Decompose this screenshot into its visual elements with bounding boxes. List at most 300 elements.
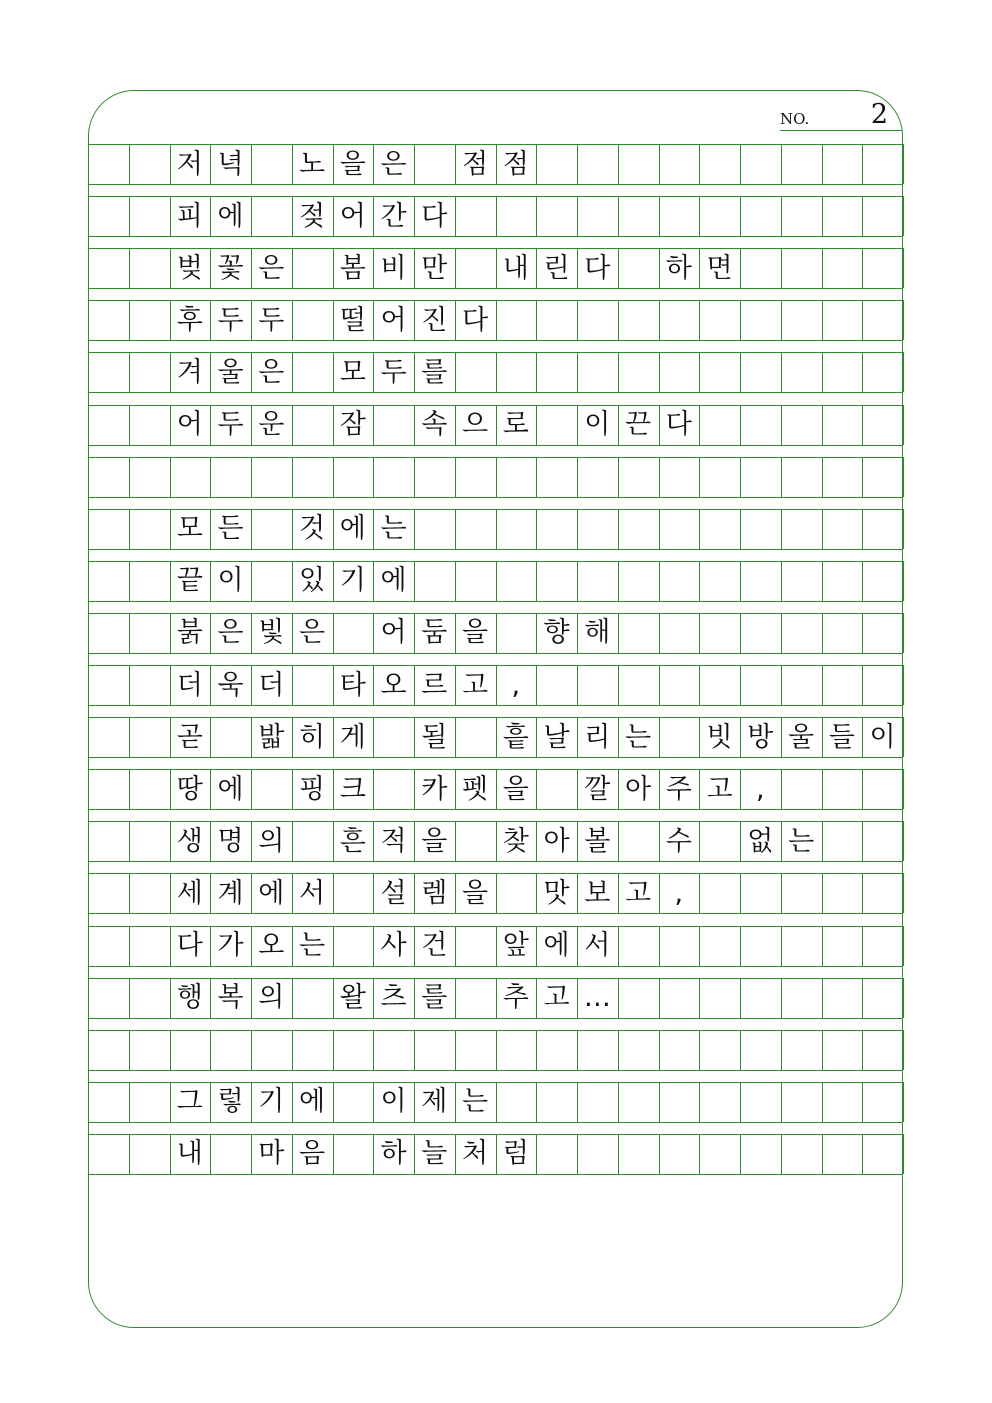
grid-cell [781,144,822,184]
grid-cell [251,769,292,809]
grid-vline [903,352,904,392]
grid-cell [699,405,740,445]
grid-cell: 모 [176,513,203,545]
grid-cell [618,300,659,340]
grid-cell [577,457,618,497]
grid-cell [781,405,822,445]
grid-cell: 오 [258,930,285,961]
grid-vline [903,561,904,601]
grid-cell: 주 [665,773,692,805]
grid-hline [88,913,903,914]
grid-cell [496,300,537,340]
grid-cell: 를 [421,356,448,388]
grid-cell: 빛 [258,617,285,649]
grid-cell [455,509,496,549]
grid-cell [659,613,700,653]
grid-cell [536,1030,577,1070]
grid-cell [577,144,618,184]
grid-cell: 이 [380,1086,407,1118]
grid-cell [618,665,659,705]
grid-cell [781,457,822,497]
grid-cell [455,1030,496,1070]
grid-cell [536,561,577,601]
grid-hline [88,549,903,550]
grid-cell [536,196,577,236]
grid-cell [373,717,414,757]
grid-cell [88,300,129,340]
grid-cell [455,821,496,861]
grid-cell [210,717,251,757]
grid-cell [496,1030,537,1070]
grid-cell: 욱 [217,669,244,701]
grid-cell [862,1134,903,1174]
grid-cell [88,196,129,236]
grid-cell [699,144,740,184]
grid-cell: 크 [339,773,366,805]
grid-cell [822,665,863,705]
grid-vline [903,405,904,445]
grid-cell: 수 [665,825,692,857]
grid-cell: 볼 [584,825,611,857]
grid-cell [699,873,740,913]
grid-cell [496,196,537,236]
grid-cell: 아 [543,825,570,857]
grid-cell [292,300,333,340]
grid-cell [862,926,903,966]
grid-cell [862,613,903,653]
grid-cell [862,457,903,497]
grid-cell [822,561,863,601]
grid-cell [88,144,129,184]
grid-cell: 을 [339,148,366,180]
grid-cell: 생 [176,825,203,857]
grid-cell [618,196,659,236]
grid-cell [496,352,537,392]
grid-cell [414,457,455,497]
grid-cell [333,457,374,497]
grid-cell [740,405,781,445]
grid-cell [414,144,455,184]
grid-cell: 울 [217,356,244,388]
grid-cell: 기 [339,565,366,597]
grid-cell [862,144,903,184]
grid-cell [129,144,170,184]
grid-cell [88,978,129,1018]
grid-cell: 내 [502,252,529,284]
grid-cell [740,196,781,236]
grid-cell: 오 [380,669,407,701]
grid-cell [618,821,659,861]
grid-cell [659,300,700,340]
grid-cell [536,457,577,497]
grid-cell: 게 [339,721,366,753]
grid-cell [699,457,740,497]
grid-cell: 점 [502,148,529,180]
grid-cell: 저 [176,148,203,180]
grid-cell [781,1030,822,1070]
grid-vline [903,1134,904,1174]
grid-cell [659,509,700,549]
grid-cell [659,352,700,392]
grid-cell: 붉 [176,617,203,649]
grid-cell [292,457,333,497]
grid-cell [536,144,577,184]
grid-cell: 울 [788,721,815,753]
grid-cell: 향 [543,617,570,649]
grid-cell: 는 [788,825,815,857]
grid-cell [496,873,537,913]
grid-cell [292,665,333,705]
grid-cell: 깔 [584,773,611,805]
grid-cell [88,665,129,705]
grid-cell [618,144,659,184]
grid-cell: 가 [217,930,244,961]
grid-cell [536,509,577,549]
grid-cell: 두 [217,409,244,440]
grid-cell [88,821,129,861]
grid-cell [210,1030,251,1070]
grid-cell [740,1082,781,1122]
grid-cell [292,1030,333,1070]
grid-hline [88,1122,903,1123]
grid-cell: 왈 [339,982,366,1014]
grid-cell: 사 [380,930,407,961]
grid-cell [292,248,333,288]
grid-hline [88,966,903,967]
grid-cell [210,1134,251,1174]
grid-cell [659,1030,700,1070]
grid-cell [577,509,618,549]
grid-cell: 에 [299,1086,326,1118]
grid-cell: 밟 [258,721,285,753]
grid-cell [251,144,292,184]
grid-cell: 제 [421,1086,448,1118]
grid-cell: 타 [339,669,366,701]
grid-cell: 핑 [299,773,326,805]
grid-cell: 리 [584,721,611,753]
grid-cell [129,1134,170,1174]
grid-cell [536,405,577,445]
grid-cell [373,457,414,497]
grid-cell: 둠 [421,617,448,649]
grid-cell [781,300,822,340]
grid-cell [781,248,822,288]
grid-cell [862,978,903,1018]
grid-hline [88,1070,903,1071]
grid-cell [659,978,700,1018]
grid-cell [781,926,822,966]
grid-cell: 는 [625,721,652,753]
page-number-value: 2 [870,99,888,130]
grid-cell [88,1134,129,1174]
grid-cell [577,300,618,340]
grid-hline [88,757,903,758]
grid-cell [251,561,292,601]
grid-cell [170,457,211,497]
grid-cell [455,717,496,757]
grid-cell [496,457,537,497]
grid-cell [822,978,863,1018]
grid-cell: 계 [217,877,244,909]
grid-vline [903,300,904,340]
grid-cell [88,926,129,966]
grid-cell [822,144,863,184]
grid-cell: 다 [421,200,448,232]
grid-cell [740,144,781,184]
grid-cell [618,352,659,392]
grid-cell: 다 [665,409,692,440]
grid-cell [618,561,659,601]
grid-cell: 명 [217,825,244,857]
manuscript-grid [88,0,903,1403]
grid-cell: 에 [543,930,570,961]
grid-vline [903,1030,904,1070]
grid-cell [536,300,577,340]
grid-cell [210,457,251,497]
grid-cell: 면 [706,252,733,284]
grid-cell [88,717,129,757]
grid-hline [88,861,903,862]
grid-hline [88,288,903,289]
grid-cell [699,613,740,653]
grid-cell: 운 [258,409,285,440]
grid-cell: , [756,773,765,805]
grid-vline [903,1082,904,1122]
grid-cell [455,978,496,1018]
grid-cell: 의 [258,825,285,857]
grid-cell: 점 [462,148,489,180]
grid-cell [373,769,414,809]
grid-cell [699,926,740,966]
grid-cell [659,717,700,757]
grid-cell [740,873,781,913]
grid-cell [740,1134,781,1174]
grid-cell [862,1082,903,1122]
grid-cell: 이 [869,721,896,753]
grid-cell [740,978,781,1018]
grid-cell: 더 [258,669,285,701]
grid-cell: 것 [299,513,326,545]
grid-cell: 날 [543,721,570,753]
grid-cell: 설 [380,877,407,909]
grid-cell: 을 [421,825,448,857]
grid-cell: , [674,877,684,909]
page-number-label: NO. [780,110,810,128]
grid-cell [414,561,455,601]
grid-cell: 적 [380,825,407,857]
grid-cell [699,665,740,705]
grid-vline [903,144,904,184]
grid-cell [577,1134,618,1174]
grid-cell [129,196,170,236]
grid-cell: 녁 [217,148,244,180]
grid-cell [618,1030,659,1070]
grid-cell: 아 [625,773,652,805]
grid-cell: 처 [462,1138,489,1170]
grid-cell [577,196,618,236]
grid-cell: 을 [502,773,529,805]
grid-cell: 고 [706,773,733,805]
grid-cell [822,405,863,445]
grid-cell [862,196,903,236]
grid-cell: 고 [462,669,489,701]
grid-cell: 을 [462,617,489,649]
grid-cell: 은 [258,252,285,284]
grid-cell [699,300,740,340]
grid-cell: 는 [380,513,407,545]
grid-cell: 후 [176,304,203,336]
grid-cell [536,1082,577,1122]
grid-cell [292,978,333,1018]
grid-cell [414,1030,455,1070]
grid-cell: 만 [421,252,448,284]
grid-cell [659,561,700,601]
grid-cell [822,1134,863,1174]
grid-cell [618,248,659,288]
grid-cell: 복 [217,982,244,1014]
grid-vline [903,457,904,497]
grid-cell [862,405,903,445]
grid-hline [88,601,903,602]
grid-cell: 있 [299,565,326,597]
grid-cell: 어 [176,409,203,440]
grid-cell [496,1082,537,1122]
grid-cell [496,613,537,653]
grid-cell [618,509,659,549]
grid-cell [129,300,170,340]
grid-cell [129,561,170,601]
grid-cell [699,978,740,1018]
grid-cell: , [511,669,521,701]
grid-cell: 내 [176,1138,203,1170]
grid-cell: 간 [380,200,407,232]
grid-cell: 그 [176,1086,203,1118]
grid-cell [129,613,170,653]
grid-cell: 다 [584,252,611,284]
grid-cell [822,926,863,966]
grid-cell [536,665,577,705]
grid-cell [129,926,170,966]
grid-cell: 렘 [421,877,448,909]
grid-cell [333,1134,374,1174]
grid-cell: 로 [502,409,529,440]
grid-cell [822,352,863,392]
grid-cell: 속 [421,409,448,440]
grid-cell: 흩 [502,721,529,753]
grid-cell: 는 [299,930,326,961]
grid-cell: 하 [665,252,692,284]
grid-cell: 에 [380,565,407,597]
grid-cell: 찾 [502,825,529,857]
grid-cell [455,457,496,497]
grid-cell: 없 [747,825,774,857]
grid-cell [740,509,781,549]
grid-cell [659,196,700,236]
grid-cell [536,352,577,392]
grid-cell [129,1030,170,1070]
grid-hline [88,497,903,498]
grid-cell [88,352,129,392]
grid-hline [88,445,903,446]
grid-cell [333,926,374,966]
grid-cell [251,509,292,549]
grid-cell [659,1082,700,1122]
grid-cell [740,248,781,288]
grid-cell [699,509,740,549]
grid-cell: 든 [217,513,244,545]
grid-cell: 젖 [299,200,326,232]
grid-cell [781,665,822,705]
grid-cell: 세 [176,877,203,909]
grid-cell: 은 [299,617,326,649]
grid-cell [781,509,822,549]
grid-cell [740,1030,781,1070]
grid-cell [129,717,170,757]
grid-vline [903,509,904,549]
grid-cell [781,352,822,392]
grid-cell [251,457,292,497]
grid-cell [129,457,170,497]
grid-cell: 앞 [502,930,529,961]
grid-cell: 두 [380,356,407,388]
grid-cell [781,1082,822,1122]
grid-hline [88,1174,903,1175]
grid-cell [740,613,781,653]
grid-cell [333,873,374,913]
grid-cell [781,769,822,809]
grid-cell [781,196,822,236]
grid-cell: 더 [176,669,203,701]
grid-cell [129,978,170,1018]
grid-cell [699,1082,740,1122]
grid-cell: 해 [584,617,611,649]
grid-cell [88,613,129,653]
grid-cell [862,665,903,705]
grid-cell: 는 [462,1086,489,1118]
grid-cell [659,1134,700,1174]
grid-cell: 에 [339,513,366,545]
grid-cell: 끈 [625,409,652,440]
grid-cell [781,1134,822,1174]
grid-cell [781,561,822,601]
grid-cell [862,352,903,392]
grid-cell [577,561,618,601]
grid-cell [822,769,863,809]
grid-cell [659,457,700,497]
grid-cell [577,1030,618,1070]
grid-cell [88,1082,129,1122]
grid-cell: 노 [299,148,326,180]
grid-cell [333,1030,374,1070]
grid-cell [455,926,496,966]
grid-cell [455,196,496,236]
grid-cell: 빗 [706,721,733,753]
grid-vline [903,926,904,966]
grid-cell: 에 [258,877,285,909]
grid-cell: 어 [380,617,407,649]
grid-cell [822,509,863,549]
grid-cell [659,665,700,705]
grid-hline [88,236,903,237]
grid-cell: 은 [217,617,244,649]
grid-cell [577,352,618,392]
grid-cell: 어 [380,304,407,336]
grid-cell [659,926,700,966]
grid-cell [129,665,170,705]
grid-cell [822,457,863,497]
grid-cell [781,873,822,913]
grid-hline [88,809,903,810]
